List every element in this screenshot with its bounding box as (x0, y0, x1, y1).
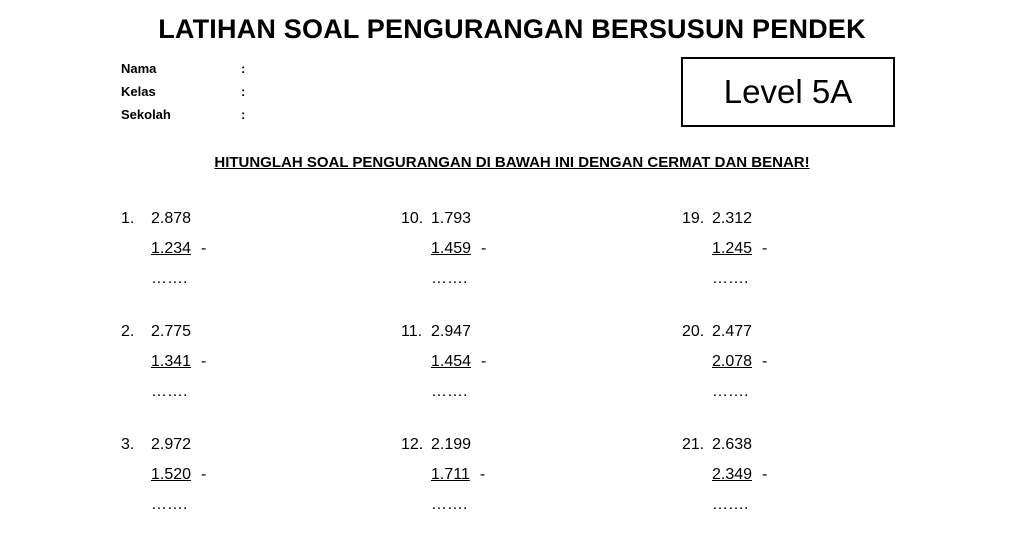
instruction-text: HITUNGLAH SOAL PENGURANGAN DI BAWAH INI DENGAN CERMAT DAN BENAR! (214, 154, 810, 171)
minus-sign: - (762, 466, 768, 483)
answer-blank: ……. (151, 496, 188, 513)
subtrahend: 1.459 (431, 240, 472, 257)
info-label: Nama (121, 61, 157, 76)
minuend: 2.638 (712, 436, 753, 453)
problem-item (682, 430, 767, 520)
minus-sign: - (481, 353, 487, 370)
answer-blank: ……. (712, 270, 749, 287)
answer-blank: ……. (712, 383, 749, 400)
subtrahend: 1.711 (431, 466, 470, 483)
problem-item (121, 317, 206, 407)
problem-item (121, 430, 206, 520)
problem-number: 20. (682, 323, 705, 340)
subtrahend: 1.234 (151, 240, 192, 257)
info-label: Kelas (121, 84, 156, 99)
subtrahend: 2.349 (712, 466, 753, 483)
minuend: 1.793 (431, 210, 472, 227)
subtrahend: 1.454 (431, 353, 472, 370)
problem-number: 21. (682, 436, 705, 453)
subtrahend: 2.078 (712, 353, 753, 370)
problem-item (401, 317, 486, 407)
minus-sign: - (762, 240, 768, 257)
minuend: 2.947 (431, 323, 472, 340)
info-colon: : (241, 61, 246, 76)
problem-number: 12. (401, 436, 424, 453)
info-colon: : (241, 107, 246, 122)
problem-item (682, 317, 767, 407)
problem-item (682, 204, 767, 294)
problem-number: 2. (121, 323, 135, 340)
answer-blank: ……. (712, 496, 749, 513)
problem-number: 10. (401, 210, 424, 227)
info-colon: : (241, 84, 246, 99)
minus-sign: - (479, 466, 486, 483)
problem-number: 3. (121, 436, 135, 453)
worksheet-title: LATIHAN SOAL PENGURANGAN BERSUSUN PENDEK (158, 14, 866, 44)
minuend: 2.312 (712, 210, 753, 227)
level-label: Level 5A (723, 73, 853, 110)
minus-sign: - (201, 353, 207, 370)
minuend: 2.972 (151, 436, 192, 453)
minus-sign: - (481, 240, 487, 257)
problem-number: 11. (401, 323, 423, 340)
subtrahend: 1.245 (712, 240, 753, 257)
problem-item (121, 204, 206, 294)
problem-number: 1. (121, 210, 135, 227)
info-label: Sekolah (121, 107, 171, 122)
answer-blank: ……. (151, 270, 188, 287)
answer-blank: ……. (151, 383, 188, 400)
minuend: 2.199 (431, 436, 472, 453)
problem-item (401, 204, 486, 294)
subtrahend: 1.341 (151, 353, 192, 370)
answer-blank: ……. (431, 496, 468, 513)
minus-sign: - (762, 353, 768, 370)
answer-blank: ……. (431, 270, 468, 287)
minus-sign: - (201, 240, 207, 257)
subtrahend: 1.520 (151, 466, 192, 483)
problem-item (401, 430, 485, 520)
minuend: 2.477 (712, 323, 753, 340)
problem-number: 19. (682, 210, 705, 227)
minus-sign: - (201, 466, 207, 483)
minuend: 2.775 (151, 323, 192, 340)
minuend: 2.878 (151, 210, 192, 227)
answer-blank: ……. (431, 383, 468, 400)
